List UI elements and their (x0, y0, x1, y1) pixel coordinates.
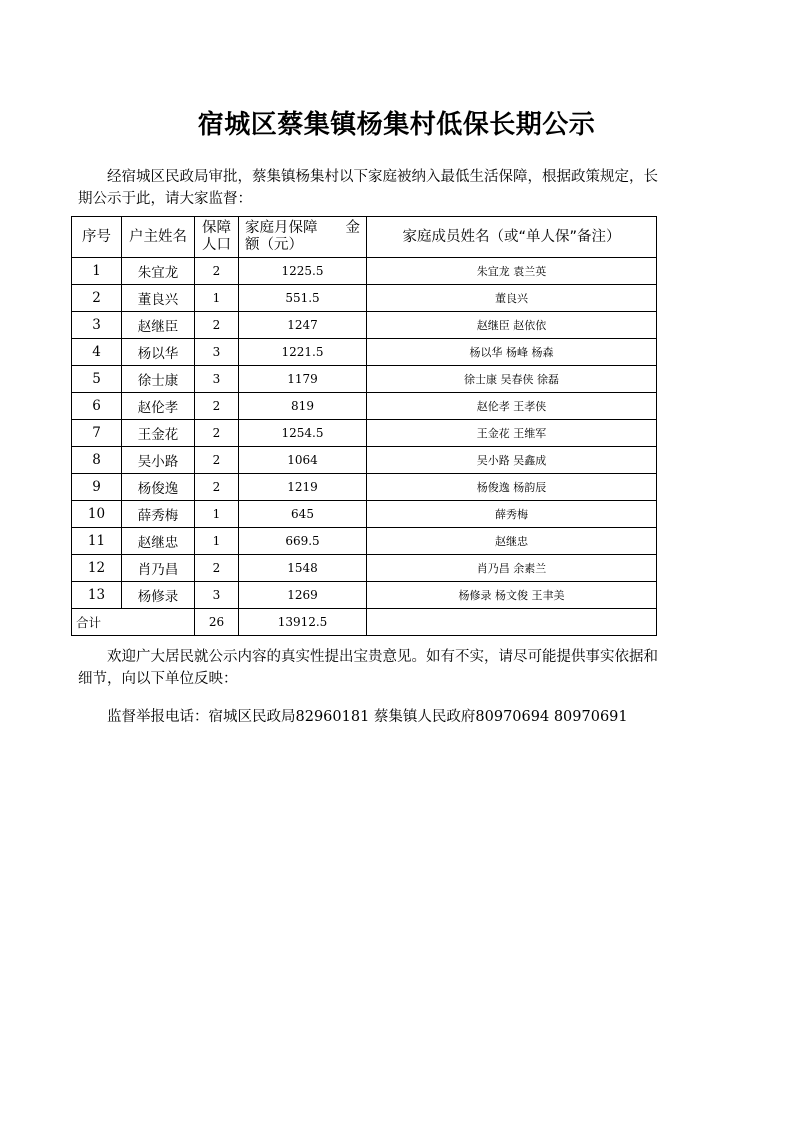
total-members (367, 609, 657, 636)
table-row (72, 312, 657, 339)
cell-persons: 3 (195, 366, 239, 393)
header-amount-part2: 金 (345, 220, 360, 236)
cell-head-name: 薛秀梅 (122, 501, 195, 528)
cell-head-name: 徐士康 (122, 366, 195, 393)
table-row (72, 555, 657, 582)
hotline-line: 监督举报电话：宿城区民政局82960181 蔡集镇人民政府80970694 80970691 (107, 709, 628, 725)
cell-index: 12 (72, 555, 122, 582)
cell-amount: 1064 (239, 447, 367, 474)
table-row (72, 582, 657, 609)
header-members: 家庭成员姓名（或“单人保”备注） (367, 217, 657, 258)
cell-amount: 1179 (239, 366, 367, 393)
cell-persons: 2 (195, 474, 239, 501)
cell-index: 10 (72, 501, 122, 528)
header-head-name: 户主姓名 (122, 217, 195, 258)
cell-amount: 1269 (239, 582, 367, 609)
header-index: 序号 (72, 217, 122, 258)
cell-head-name: 吴小路 (122, 447, 195, 474)
cell-persons: 2 (195, 555, 239, 582)
cell-index: 13 (72, 582, 122, 609)
cell-persons: 1 (195, 528, 239, 555)
table-row (72, 285, 657, 312)
cell-persons: 2 (195, 258, 239, 285)
closing-paragraph: 欢迎广大居民就公示内容的真实性提出宝贵意见。如有不实，请尽可能提供事实依据和细节，向以下单位反映： (78, 649, 658, 687)
cell-head-name: 杨修录 (122, 582, 195, 609)
cell-index: 8 (72, 447, 122, 474)
cell-index: 5 (72, 366, 122, 393)
total-row (72, 609, 657, 636)
cell-amount: 645 (239, 501, 367, 528)
header-amount-part1: 家庭月保障 (245, 220, 318, 236)
header-amount-part3: 额（元） (245, 237, 303, 253)
table-row (72, 501, 657, 528)
cell-head-name: 王金花 (122, 420, 195, 447)
cell-amount: 1221.5 (239, 339, 367, 366)
cell-members: 朱宜龙 袁兰英 (367, 258, 657, 285)
document-title: 宿城区蔡集镇杨集村低保长期公示 (197, 110, 596, 140)
cell-head-name: 杨以华 (122, 339, 195, 366)
header-persons: 保障人口 (195, 217, 239, 258)
cell-members: 董良兴 (367, 285, 657, 312)
cell-head-name: 董良兴 (122, 285, 195, 312)
cell-amount: 1548 (239, 555, 367, 582)
cell-amount: 1254.5 (239, 420, 367, 447)
cell-head-name: 朱宜龙 (122, 258, 195, 285)
table-header-row (72, 217, 657, 258)
cell-amount: 1225.5 (239, 258, 367, 285)
cell-members: 赵伦孝 王孝侠 (367, 393, 657, 420)
cell-members: 徐士康 吴春侠 徐磊 (367, 366, 657, 393)
welfare-roster-table (71, 216, 657, 636)
header-amount (239, 217, 367, 258)
total-persons: 26 (195, 609, 239, 636)
table-row (72, 339, 657, 366)
cell-persons: 3 (195, 339, 239, 366)
total-label: 合计 (72, 609, 195, 636)
cell-members: 薛秀梅 (367, 501, 657, 528)
cell-members: 赵继忠 (367, 528, 657, 555)
cell-amount: 551.5 (239, 285, 367, 312)
cell-persons: 1 (195, 501, 239, 528)
cell-index: 9 (72, 474, 122, 501)
intro-paragraph: 经宿城区民政局审批，蔡集镇杨集村以下家庭被纳入最低生活保障，根据政策规定，长期公示于此，请大家监督： (78, 169, 658, 207)
cell-members: 杨俊逸 杨韵辰 (367, 474, 657, 501)
table-row (72, 474, 657, 501)
table-row (72, 420, 657, 447)
cell-persons: 3 (195, 582, 239, 609)
cell-amount: 1219 (239, 474, 367, 501)
table-row (72, 258, 657, 285)
table-row (72, 393, 657, 420)
cell-persons: 2 (195, 447, 239, 474)
table-row (72, 366, 657, 393)
cell-persons: 1 (195, 285, 239, 312)
cell-members: 吴小路 吴鑫成 (367, 447, 657, 474)
cell-members: 王金花 王维军 (367, 420, 657, 447)
cell-index: 6 (72, 393, 122, 420)
cell-head-name: 赵继忠 (122, 528, 195, 555)
total-amount: 13912.5 (239, 609, 367, 636)
cell-index: 1 (72, 258, 122, 285)
cell-persons: 2 (195, 393, 239, 420)
cell-persons: 2 (195, 312, 239, 339)
cell-index: 7 (72, 420, 122, 447)
cell-members: 肖乃昌 余素兰 (367, 555, 657, 582)
cell-members: 赵继臣 赵依依 (367, 312, 657, 339)
table-row (72, 528, 657, 555)
cell-members: 杨修录 杨文俊 王聿美 (367, 582, 657, 609)
cell-index: 4 (72, 339, 122, 366)
cell-persons: 2 (195, 420, 239, 447)
table-row (72, 447, 657, 474)
cell-head-name: 杨俊逸 (122, 474, 195, 501)
cell-index: 2 (72, 285, 122, 312)
cell-index: 3 (72, 312, 122, 339)
cell-amount: 1247 (239, 312, 367, 339)
cell-amount: 819 (239, 393, 367, 420)
cell-members: 杨以华 杨峰 杨森 (367, 339, 657, 366)
cell-index: 11 (72, 528, 122, 555)
cell-head-name: 赵继臣 (122, 312, 195, 339)
cell-head-name: 肖乃昌 (122, 555, 195, 582)
cell-head-name: 赵伦孝 (122, 393, 195, 420)
cell-amount: 669.5 (239, 528, 367, 555)
